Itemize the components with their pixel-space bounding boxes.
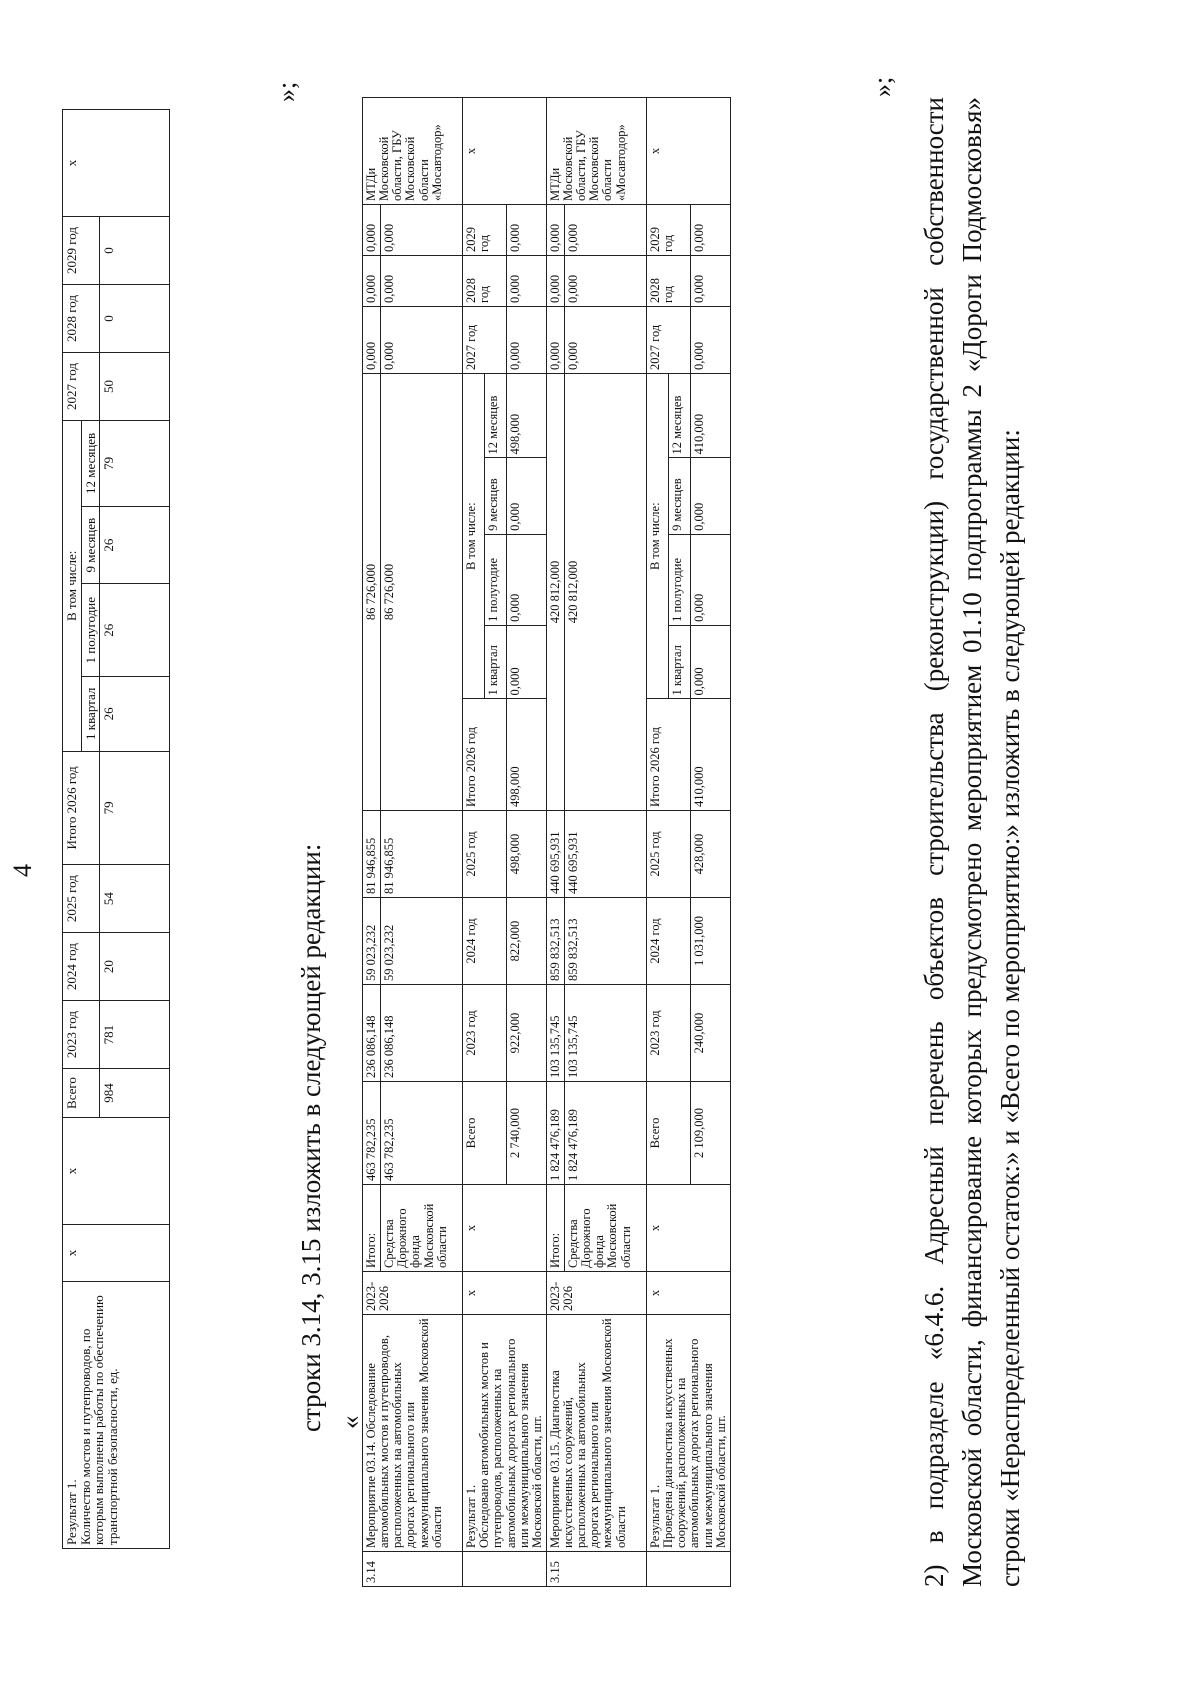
top-v-9m: 26: [100, 506, 170, 584]
row-315-itogo-2024: 859 832,513: [546, 898, 564, 985]
section-caption: строки 3.14, 3.15 изложить в следующей редакции:: [296, 843, 326, 1432]
row-315-fund-2029: 0,000: [565, 205, 647, 256]
row-315-executor: МТДи Московской области, ГБУ Московской области «Мосавтодор»: [546, 98, 646, 205]
row-315-years: 2023-2026: [546, 1272, 646, 1315]
top-h-q1: 1 квартал: [81, 676, 100, 751]
top-h-2027: 2027 год: [63, 353, 100, 421]
row-315-res-h-2028: 2028 год: [647, 256, 691, 307]
row-314-res-h-12m: 12 месяцев: [485, 374, 507, 458]
row-315-res-x3: х: [647, 98, 731, 205]
row-315-itogo-2023: 103 135,745: [546, 985, 564, 1082]
row-314-name: Мероприятие 03.14. Обследование автомобильных мостов и путепроводов, расположенных на автомобильных дорогах регионального или межмуниципального значения Московской области: [363, 1315, 463, 1552]
row-314-res-h-2028: 2028 год: [463, 256, 507, 307]
row-314-fund-2026: 86 726,000: [381, 374, 463, 811]
top-x3: х: [63, 110, 170, 217]
row-314-fund-2028: 0,000: [381, 256, 463, 307]
row-314-fund-2023: 236 086,148: [381, 985, 463, 1082]
row-314-itogo-2023: 236 086,148: [363, 985, 381, 1082]
row-315-res-h-q1: 1 квартал: [668, 625, 690, 699]
row-314-res-2027: 0,000: [506, 307, 546, 374]
row-315-res-2025: 428,000: [690, 811, 730, 898]
row-315-res-2029: 0,000: [690, 205, 730, 256]
row-315-itogo-2029: 0,000: [546, 205, 564, 256]
row-315-num: 3.15: [546, 1552, 646, 1587]
row-314-res-2026: 498,000: [506, 699, 546, 811]
row-314-res-12m: 498,000: [506, 374, 546, 458]
top-v-2023: 781: [100, 1001, 170, 1069]
row-314-res-h-itogo2026: Итого 2026 год: [463, 699, 507, 811]
top-h-2024: 2024 год: [63, 933, 100, 1001]
row-315-res-total: 2 109,000: [690, 1082, 730, 1185]
row-314-res-h-total: Всего: [463, 1082, 507, 1185]
row-314-fund-total: 463 782,235: [381, 1082, 463, 1185]
row-315-res-q1: 0,000: [690, 625, 730, 699]
row-315-fund-2028: 0,000: [565, 256, 647, 307]
row-314-itogo-2027: 0,000: [363, 307, 381, 374]
main-close-quote: »;: [868, 76, 897, 97]
row-314-res-2029: 0,000: [506, 205, 546, 256]
top-x1: х: [63, 1225, 170, 1282]
row-314-res-h1: 0,000: [506, 534, 546, 625]
top-h-vtom: В том числе:: [63, 420, 82, 751]
row-315-res-x2: х: [647, 1185, 731, 1272]
row-315-res-h-2023: 2023 год: [647, 985, 691, 1082]
row-315-fund-2027: 0,000: [565, 307, 647, 374]
row-314-executor: МТДи Московской области, ГБУ Московской области «Мосавтодор»: [363, 98, 463, 205]
top-h-itogo2026: Итого 2026 год: [63, 751, 100, 864]
row-315-fund-2023: 103 135,745: [565, 985, 647, 1082]
row-314-res-h-9m: 9 месяцев: [485, 458, 507, 534]
top-v-h1: 26: [100, 584, 170, 677]
row-315-res-12m: 410,000: [690, 374, 730, 458]
row-315-res-h-itogo2026: Итого 2026 год: [647, 699, 691, 811]
top-v-2029: 0: [100, 217, 170, 285]
row-314-fund-2025: 81 946,855: [381, 811, 463, 898]
row-314-res-2028: 0,000: [506, 256, 546, 307]
row-314-itogo-2026: 86 726,000: [363, 374, 381, 811]
row-315-itogo-label: Итого:: [546, 1185, 564, 1272]
row-315-name: Мероприятие 03.15. Диагностика искусственных сооружений, расположенных на автомобильных дорогах регионального или межмуниципального значения Московской области: [546, 1315, 646, 1552]
row-314-itogo-2028: 0,000: [363, 256, 381, 307]
top-close-quote: »;: [272, 81, 301, 102]
top-h-2025: 2025 год: [63, 865, 100, 933]
top-h-h1: 1 полугодие: [81, 584, 100, 677]
top-table: [62, 109, 170, 1549]
open-quote: «: [335, 1415, 365, 1429]
row-315-itogo-2025: 440 695,931: [546, 811, 564, 898]
row-315-res-h-2027: 2027 год: [647, 307, 691, 374]
row-314-result-label: Результат 1. Обследовано автомобильных мостов и путепроводов, расположенных на автомобильных дорогах регионального или межмуниципального значения Московской области, шт.: [463, 1315, 547, 1552]
row-314-itogo-2025: 81 946,855: [363, 811, 381, 898]
amendment-paragraph: 2) в подразделе «6.4.6. Адресный перечень объектов строительства (реконструкции) государственной собственности Московской области, финансирование которых предусмотрено мероприятием 01.10 подпрограммы 2 «Дороги Подмосковья» строки «Нераспределенный остаток:» и «Всего по мероприятию:» изложить в следующей редакции:: [919, 97, 1025, 1587]
row-315-res-h-2025: 2025 год: [647, 811, 691, 898]
top-v-q1: 26: [100, 676, 170, 751]
row-314-res-h-2023: 2023 год: [463, 985, 507, 1082]
row-314-years: 2023-2026: [363, 1272, 463, 1315]
page-number: 4: [8, 864, 37, 877]
row-315-fund-2024: 859 832,513: [565, 898, 647, 985]
row-314-res-q1: 0,000: [506, 625, 546, 699]
row-314-res-h-h1: 1 полугодие: [485, 534, 507, 625]
row-315-res-h1: 0,000: [690, 534, 730, 625]
row-314-res-2025: 498,000: [506, 811, 546, 898]
top-h-2023: 2023 год: [63, 1001, 100, 1069]
row-315-res-h-2029: 2029 год: [647, 205, 691, 256]
top-x2: х: [63, 1118, 170, 1225]
row-314-res-2024: 822,000: [506, 898, 546, 985]
row-315-itogo-total: 1 824 476,189: [546, 1082, 564, 1185]
row-314-res-x3: х: [463, 98, 547, 205]
top-v-2027: 50: [100, 353, 170, 421]
row-314-fund-2029: 0,000: [381, 205, 463, 256]
row-315-fund-label: Средства Дорожного фонда Московской области: [565, 1185, 647, 1272]
row-315-res-2028: 0,000: [690, 256, 730, 307]
top-v-2026: 79: [100, 751, 170, 864]
row-315-res-2023: 240,000: [690, 985, 730, 1082]
row-315-res-h-2024: 2024 год: [647, 898, 691, 985]
row-314-res-total: 2 740,000: [506, 1082, 546, 1185]
top-v-2025: 54: [100, 865, 170, 933]
row-315-res-h-vtom: В том числе:: [647, 374, 669, 699]
top-h-2029: 2029 год: [63, 217, 100, 285]
row-315-res-9m: 0,000: [690, 458, 730, 534]
row-314-res-h-2027: 2027 год: [463, 307, 507, 374]
main-table: [362, 97, 731, 1587]
top-v-total: 984: [100, 1069, 170, 1118]
row-314-res-2023: 922,000: [506, 985, 546, 1082]
top-v-2028: 0: [100, 285, 170, 353]
row-315-fund-2025: 440 695,931: [565, 811, 647, 898]
top-h-2028: 2028 год: [63, 285, 100, 353]
top-h-9m: 9 месяцев: [81, 506, 100, 584]
row-314-res-h-q1: 1 квартал: [485, 625, 507, 699]
row-314-itogo-total: 463 782,235: [363, 1082, 381, 1185]
row-314-fund-2024: 59 023,232: [381, 898, 463, 985]
row-315-result-label: Результат 1. Проведена диагностика искусственных сооружений, расположенных на автомобильных дорогах регионального или межмуниципального значения Московской области, шт.: [647, 1315, 731, 1552]
top-v-2024: 20: [100, 933, 170, 1001]
row-314-res-x2: х: [463, 1185, 547, 1272]
row-314-fund-label: Средства Дорожного фонда Московской области: [381, 1185, 463, 1272]
row-315-res-2024: 1 031,000: [690, 898, 730, 985]
row-314-itogo-2029: 0,000: [363, 205, 381, 256]
row-314-res-9m: 0,000: [506, 458, 546, 534]
row-315-itogo-2026: 420 812,000: [546, 374, 564, 811]
row-315-fund-2026: 420 812,000: [565, 374, 647, 811]
row-314-res-h-2029: 2029 год: [463, 205, 507, 256]
row-315-res-h-h1: 1 полугодие: [668, 534, 690, 625]
row-315-res-h-total: Всего: [647, 1082, 691, 1185]
row-314-res-x1: х: [463, 1272, 547, 1315]
row-315-res-h-12m: 12 месяцев: [668, 374, 690, 458]
row-315-res-x1: х: [647, 1272, 731, 1315]
top-result-label: Результат 1. Количество мостов и путепроводов, по которым выполнены работы по обеспечению транспортной безопасности, ед.: [63, 1282, 170, 1549]
row-314-res-h-2024: 2024 год: [463, 898, 507, 985]
top-v-12m: 79: [100, 420, 170, 506]
row-314-res-num: [463, 1552, 547, 1587]
row-315-itogo-2027: 0,000: [546, 307, 564, 374]
row-315-itogo-2028: 0,000: [546, 256, 564, 307]
row-315-res-2027: 0,000: [690, 307, 730, 374]
row-315-res-num: [647, 1552, 731, 1587]
row-314-itogo-label: Итого:: [363, 1185, 381, 1272]
row-314-num: 3.14: [363, 1552, 463, 1587]
row-314-itogo-2024: 59 023,232: [363, 898, 381, 985]
row-314-fund-2027: 0,000: [381, 307, 463, 374]
row-315-fund-total: 1 824 476,189: [565, 1082, 647, 1185]
top-h-total: Всего: [63, 1069, 100, 1118]
row-314-res-h-vtom: В том числе:: [463, 374, 485, 699]
row-315-res-h-9m: 9 месяцев: [668, 458, 690, 534]
row-315-res-2026: 410,000: [690, 699, 730, 811]
top-h-12m: 12 месяцев: [81, 420, 100, 506]
row-314-res-h-2025: 2025 год: [463, 811, 507, 898]
